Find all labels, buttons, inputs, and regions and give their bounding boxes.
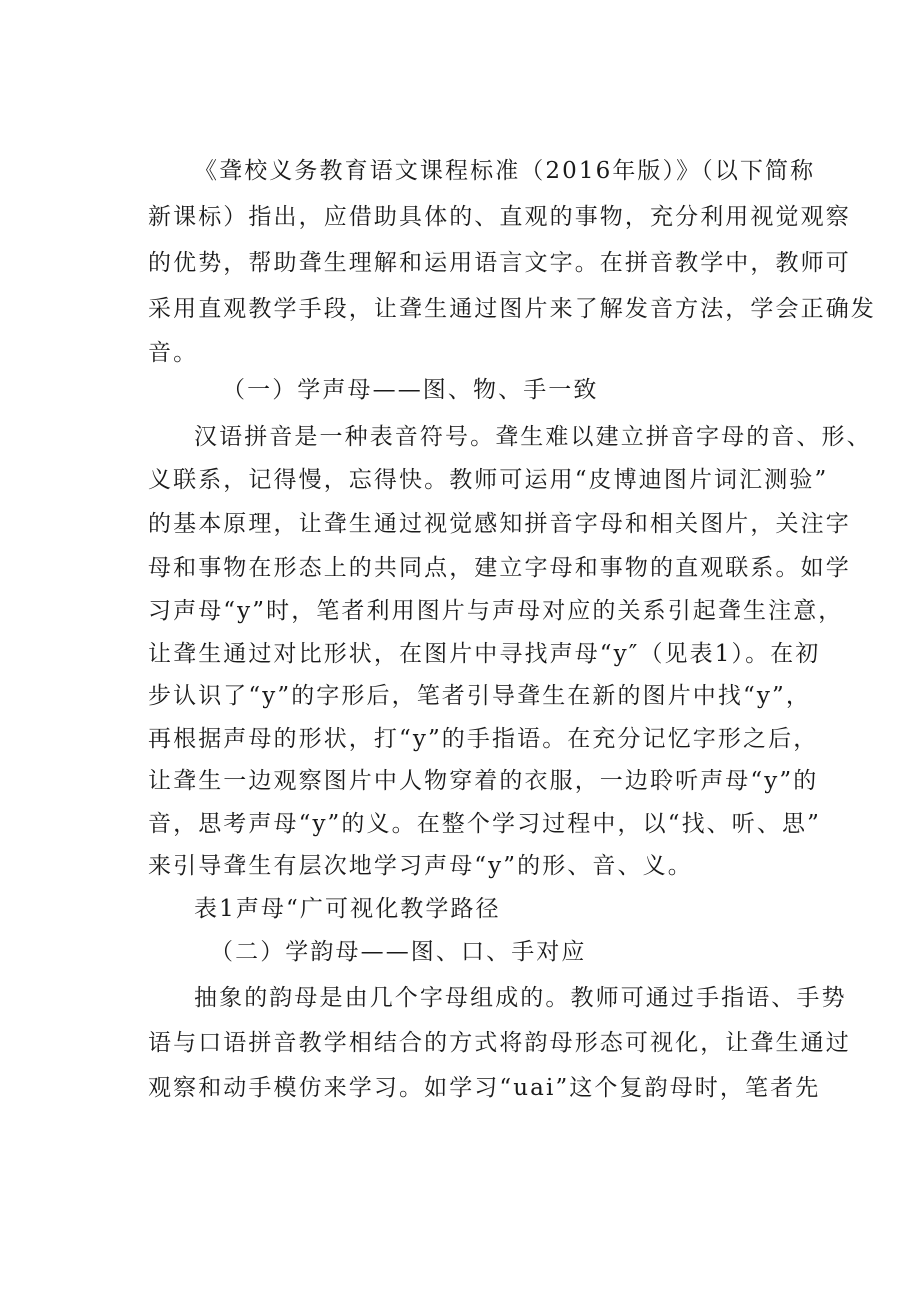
section-heading-2: （二）学韵母——图、口、手对应 xyxy=(210,939,587,965)
table-caption: 表1声母“广可视化教学路径 xyxy=(194,896,501,922)
paragraph-1-line-1: 《聋校义务教育语文课程标准（2016年版）》（以下简称 xyxy=(194,158,816,184)
paragraph-2-line-4: 母和事物在形态上的共同点，建立字母和事物的直观联系。如学 xyxy=(148,555,851,581)
paragraph-2-line-6: 让聋生通过对比形状，在图片中寻找声母“y″（见表1）。在初 xyxy=(148,641,821,667)
paragraph-2-line-8: 再根据声母的形状，打“y”的手指语。在充分记忆字形之后， xyxy=(148,726,819,752)
paragraph-2-line-9: 让聋生一边观察图片中人物穿着的衣服，一边聆听声母“y”的 xyxy=(148,768,819,794)
paragraph-2-line-2: 义联系，记得慢，忘得快。教师可运用“皮博迪图片词汇测验” xyxy=(148,467,829,493)
paragraph-1-line-5: 音。 xyxy=(148,340,199,366)
paragraph-3-line-3: 观察和动手模仿来学习。如学习“uai”这个复韵母时，笔者先 xyxy=(148,1075,821,1101)
section-heading-1: （一）学声母——图、物、手一致 xyxy=(222,377,599,403)
paragraph-3-line-1: 抽象的韵母是由几个字母组成的。教师可通过手指语、手势 xyxy=(194,985,847,1011)
paragraph-2-line-7: 步认识了“y”的字形后，笔者引导聋生在新的图片中找“y”， xyxy=(148,683,811,709)
paragraph-2-line-5: 习声母“y”时，笔者利用图片与声母对应的关系引起聋生注意， xyxy=(148,598,844,624)
paragraph-2-line-3: 的基本原理，让聋生通过视觉感知拼音字母和相关图片，关注字 xyxy=(148,511,851,537)
paragraph-1-line-4: 采用直观教学手段，让聋生通过图片来了解发音方法，学会正确发 xyxy=(148,296,876,322)
paragraph-1-line-2: 新课标）指出，应借助具体的、直观的事物，充分利用视觉观察 xyxy=(148,204,851,230)
paragraph-2-line-1: 汉语拼音是一种表音符号。聋生难以建立拼音字母的音、形、 xyxy=(194,424,872,450)
paragraph-1-line-3: 的优势，帮助聋生理解和运用语言文字。在拼音教学中，教师可 xyxy=(148,250,851,276)
paragraph-2-line-11: 来引导聋生有层次地学习声母“y”的形、音、义。 xyxy=(148,853,693,879)
paragraph-3-line-2: 语与口语拼音教学相结合的方式将韵母形态可视化，让聋生通过 xyxy=(148,1030,851,1056)
paragraph-2-line-10: 音，思考声母“y”的义。在整个学习过程中，以“找、听、思” xyxy=(148,811,821,837)
